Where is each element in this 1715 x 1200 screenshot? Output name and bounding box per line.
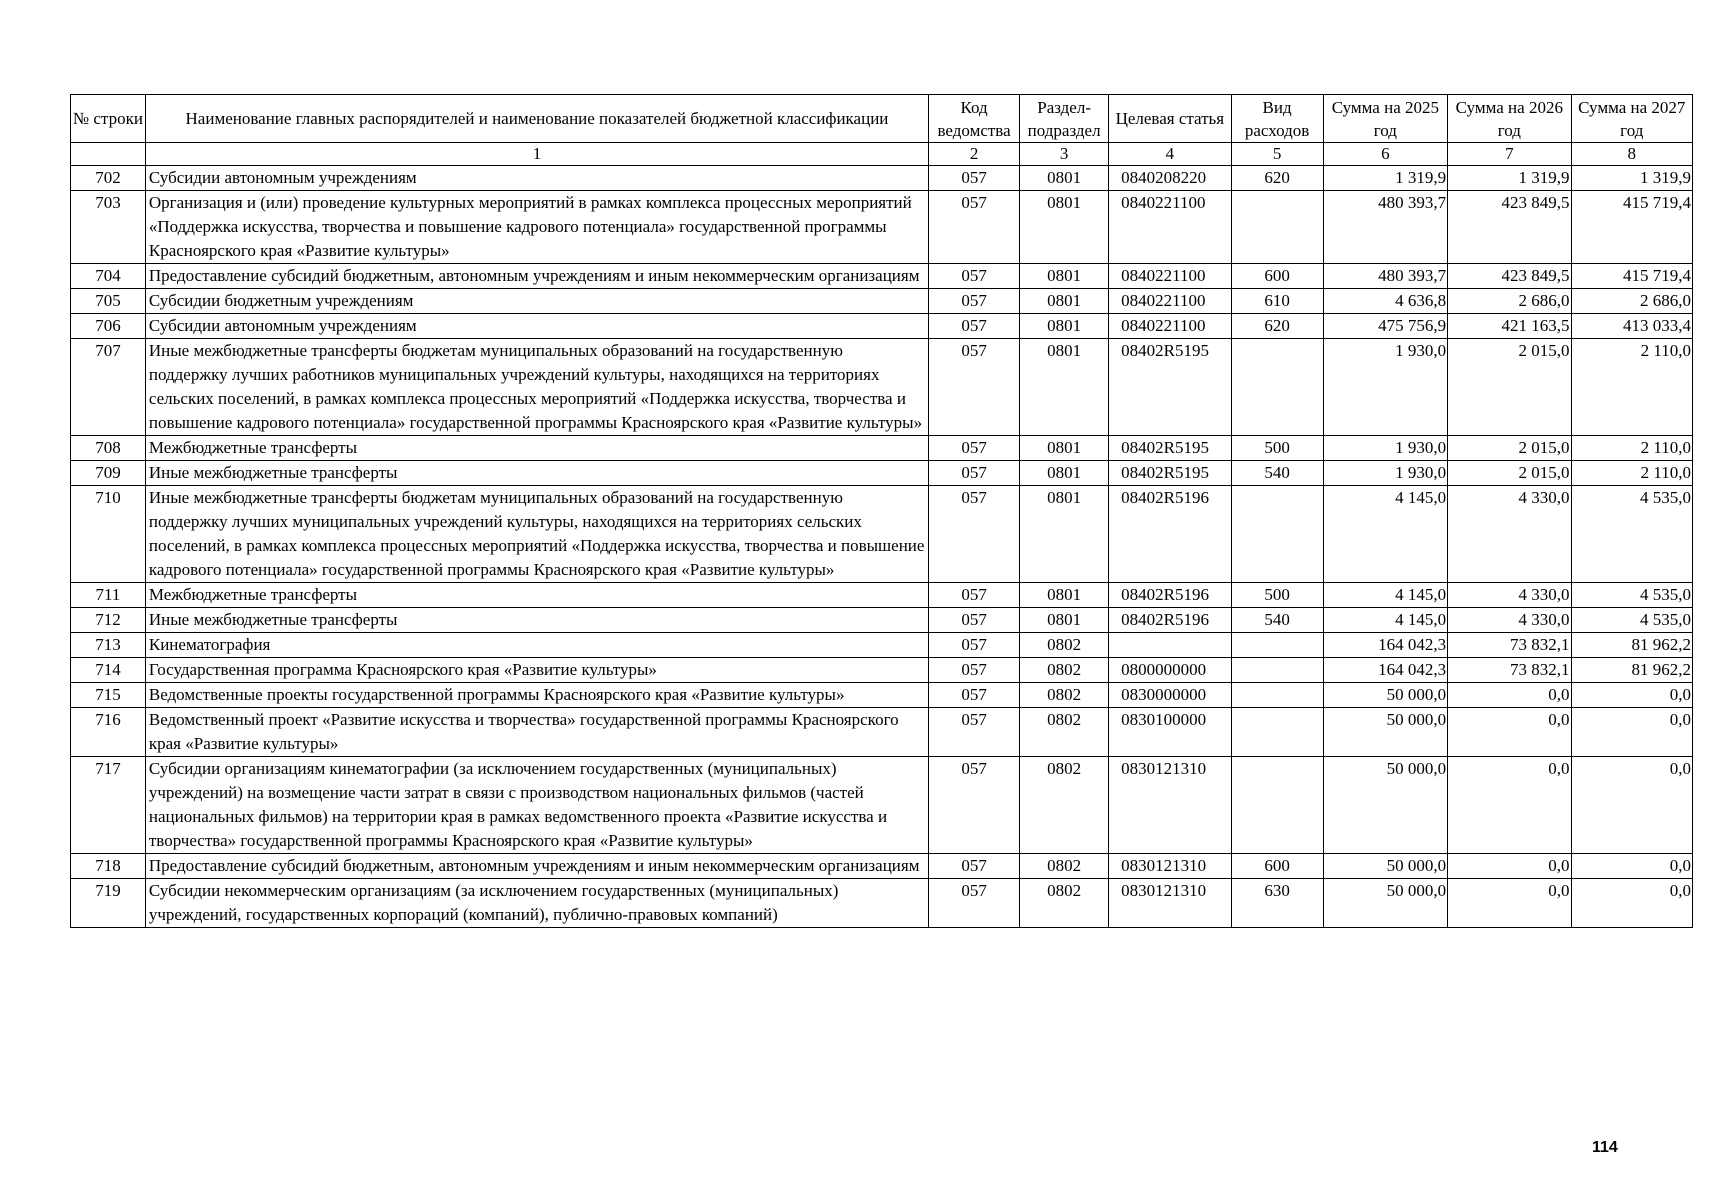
sum-2026-cell: 73 832,1	[1448, 633, 1571, 658]
target-article-cell: 0830121310	[1109, 879, 1231, 928]
table-header-row	[71, 95, 1693, 143]
name-cell: Межбюджетные трансферты	[145, 436, 928, 461]
target-article-cell: 0840208220	[1109, 166, 1231, 191]
sum-2027-cell: 0,0	[1571, 854, 1692, 879]
table-row	[71, 486, 1693, 583]
table-row	[71, 583, 1693, 608]
name-cell: Иные межбюджетные трансферты	[145, 461, 928, 486]
row-number-cell: 708	[71, 436, 146, 461]
department-code-cell: 057	[929, 583, 1020, 608]
sum-2027-cell: 415 719,4	[1571, 191, 1692, 264]
name-cell: Субсидии бюджетным учреждениям	[145, 289, 928, 314]
sum-2027-cell: 4 535,0	[1571, 486, 1692, 583]
column-number: 5	[1231, 143, 1323, 166]
sum-2027-cell: 81 962,2	[1571, 633, 1692, 658]
sum-2026-cell: 421 163,5	[1448, 314, 1571, 339]
name-cell: Межбюджетные трансферты	[145, 583, 928, 608]
sum-2027-cell: 0,0	[1571, 683, 1692, 708]
table-row	[71, 608, 1693, 633]
row-number-cell: 710	[71, 486, 146, 583]
sum-2025-cell: 4 636,8	[1323, 289, 1447, 314]
department-code-cell: 057	[929, 191, 1020, 264]
target-article-cell: 0840221100	[1109, 191, 1231, 264]
sum-2026-cell: 1 319,9	[1448, 166, 1571, 191]
row-number-cell: 702	[71, 166, 146, 191]
sum-2026-cell: 2 015,0	[1448, 461, 1571, 486]
section-cell: 0801	[1020, 264, 1109, 289]
department-code-cell: 057	[929, 486, 1020, 583]
section-cell: 0801	[1020, 486, 1109, 583]
sum-2027-cell: 415 719,4	[1571, 264, 1692, 289]
row-number-cell: 718	[71, 854, 146, 879]
expense-type-cell	[1231, 658, 1323, 683]
expense-type-cell	[1231, 683, 1323, 708]
section-cell: 0802	[1020, 633, 1109, 658]
department-code-cell: 057	[929, 658, 1020, 683]
sum-2026-cell: 2 686,0	[1448, 289, 1571, 314]
name-cell: Иные межбюджетные трансферты бюджетам муниципальных образований на государственную поддержку лучших работников муниципальных учреждений культуры, находящихся на территориях сельских поселений, в рамках комплекса процессных мероприятий «Поддержка искусства, творчества и повышение кадрового потенциала» государственной программы Красноярского края «Развитие культуры»	[145, 339, 928, 436]
department-code-cell: 057	[929, 264, 1020, 289]
sum-2027-cell: 1 319,9	[1571, 166, 1692, 191]
sum-2025-cell: 164 042,3	[1323, 633, 1447, 658]
sum-2026-cell: 4 330,0	[1448, 486, 1571, 583]
expense-type-cell	[1231, 339, 1323, 436]
sum-2026-cell: 2 015,0	[1448, 339, 1571, 436]
department-code-cell: 057	[929, 289, 1020, 314]
sum-2025-cell: 50 000,0	[1323, 708, 1447, 757]
header-sum-2027: Сумма на 2027 год	[1571, 95, 1692, 143]
table-row	[71, 757, 1693, 854]
section-cell: 0802	[1020, 879, 1109, 928]
sum-2026-cell: 423 849,5	[1448, 191, 1571, 264]
sum-2027-cell: 0,0	[1571, 708, 1692, 757]
department-code-cell: 057	[929, 166, 1020, 191]
row-number-cell: 717	[71, 757, 146, 854]
expense-type-cell	[1231, 191, 1323, 264]
row-number-cell: 715	[71, 683, 146, 708]
row-number-cell: 703	[71, 191, 146, 264]
sum-2025-cell: 4 145,0	[1323, 608, 1447, 633]
department-code-cell: 057	[929, 683, 1020, 708]
sum-2027-cell: 0,0	[1571, 757, 1692, 854]
row-number-cell: 719	[71, 879, 146, 928]
table-row	[71, 314, 1693, 339]
section-cell: 0801	[1020, 289, 1109, 314]
target-article-cell	[1109, 633, 1231, 658]
name-cell: Организация и (или) проведение культурных мероприятий в рамках комплекса процессных мероприятий «Поддержка искусства, творчества и повышение кадрового потенциала» государственной программы Красноярского края «Развитие культуры»	[145, 191, 928, 264]
section-cell: 0802	[1020, 854, 1109, 879]
name-cell: Иные межбюджетные трансферты бюджетам муниципальных образований на государственную поддержку лучших муниципальных учреждений культуры, находящихся на территориях сельских поселений, в рамках комплекса процессных мероприятий «Поддержка искусства, творчества и повышение кадрового потенциала» государственной программы Красноярского края «Развитие культуры»	[145, 486, 928, 583]
sum-2027-cell: 81 962,2	[1571, 658, 1692, 683]
expense-type-cell	[1231, 708, 1323, 757]
sum-2026-cell: 0,0	[1448, 854, 1571, 879]
department-code-cell: 057	[929, 854, 1020, 879]
target-article-cell: 08402R5195	[1109, 461, 1231, 486]
table-row	[71, 683, 1693, 708]
section-cell: 0802	[1020, 708, 1109, 757]
name-cell: Ведомственный проект «Развитие искусства и творчества» государственной программы Красноярского края «Развитие культуры»	[145, 708, 928, 757]
sum-2025-cell: 4 145,0	[1323, 583, 1447, 608]
header-sum-2025: Сумма на 2025 год	[1323, 95, 1447, 143]
header-name: Наименование главных распорядителей и наименование показателей бюджетной классификации	[145, 95, 928, 143]
sum-2025-cell: 50 000,0	[1323, 757, 1447, 854]
sum-2026-cell: 0,0	[1448, 879, 1571, 928]
row-number-cell: 709	[71, 461, 146, 486]
name-cell: Государственная программа Красноярского края «Развитие культуры»	[145, 658, 928, 683]
table-row	[71, 854, 1693, 879]
table-body	[71, 166, 1693, 928]
target-article-cell: 0830100000	[1109, 708, 1231, 757]
section-cell: 0801	[1020, 583, 1109, 608]
budget-table	[70, 94, 1693, 928]
target-article-cell: 08402R5196	[1109, 583, 1231, 608]
sum-2027-cell: 2 110,0	[1571, 339, 1692, 436]
section-cell: 0801	[1020, 314, 1109, 339]
row-number-cell: 711	[71, 583, 146, 608]
sum-2026-cell: 0,0	[1448, 757, 1571, 854]
expense-type-cell: 540	[1231, 608, 1323, 633]
sum-2025-cell: 1 319,9	[1323, 166, 1447, 191]
section-cell: 0802	[1020, 683, 1109, 708]
name-cell: Субсидии автономным учреждениям	[145, 314, 928, 339]
department-code-cell: 057	[929, 708, 1020, 757]
header-expense-type: Вид расходов	[1231, 95, 1323, 143]
sum-2025-cell: 4 145,0	[1323, 486, 1447, 583]
column-number: 4	[1109, 143, 1231, 166]
target-article-cell: 08402R5195	[1109, 436, 1231, 461]
sum-2026-cell: 0,0	[1448, 708, 1571, 757]
table-row	[71, 289, 1693, 314]
section-cell: 0802	[1020, 757, 1109, 854]
name-cell: Предоставление субсидий бюджетным, автономным учреждениям и иным некоммерческим организациям	[145, 854, 928, 879]
sum-2027-cell: 4 535,0	[1571, 583, 1692, 608]
header-row-number: № строки	[71, 95, 146, 143]
sum-2027-cell: 0,0	[1571, 879, 1692, 928]
sum-2027-cell: 4 535,0	[1571, 608, 1692, 633]
sum-2025-cell: 50 000,0	[1323, 879, 1447, 928]
row-number-cell: 706	[71, 314, 146, 339]
sum-2025-cell: 475 756,9	[1323, 314, 1447, 339]
name-cell: Предоставление субсидий бюджетным, автономным учреждениям и иным некоммерческим организациям	[145, 264, 928, 289]
sum-2026-cell: 4 330,0	[1448, 608, 1571, 633]
row-number-cell: 707	[71, 339, 146, 436]
header-target-article: Целевая статья	[1109, 95, 1231, 143]
column-number-row	[71, 143, 1693, 166]
section-cell: 0801	[1020, 339, 1109, 436]
target-article-cell: 0840221100	[1109, 264, 1231, 289]
table-row	[71, 633, 1693, 658]
expense-type-cell: 540	[1231, 461, 1323, 486]
target-article-cell: 0830121310	[1109, 854, 1231, 879]
row-number-cell: 704	[71, 264, 146, 289]
expense-type-cell: 600	[1231, 854, 1323, 879]
section-cell: 0801	[1020, 166, 1109, 191]
expense-type-cell: 500	[1231, 583, 1323, 608]
table-row	[71, 461, 1693, 486]
sum-2025-cell: 1 930,0	[1323, 436, 1447, 461]
section-cell: 0801	[1020, 436, 1109, 461]
table-row	[71, 658, 1693, 683]
sum-2026-cell: 4 330,0	[1448, 583, 1571, 608]
sum-2026-cell: 2 015,0	[1448, 436, 1571, 461]
target-article-cell: 08402R5195	[1109, 339, 1231, 436]
expense-type-cell: 620	[1231, 166, 1323, 191]
column-number: 8	[1571, 143, 1692, 166]
expense-type-cell	[1231, 757, 1323, 854]
sum-2027-cell: 2 686,0	[1571, 289, 1692, 314]
column-number: 2	[929, 143, 1020, 166]
column-number: 7	[1448, 143, 1571, 166]
name-cell: Ведомственные проекты государственной программы Красноярского края «Развитие культуры»	[145, 683, 928, 708]
sum-2025-cell: 164 042,3	[1323, 658, 1447, 683]
sum-2027-cell: 2 110,0	[1571, 436, 1692, 461]
department-code-cell: 057	[929, 633, 1020, 658]
table-row	[71, 339, 1693, 436]
section-cell: 0801	[1020, 191, 1109, 264]
target-article-cell: 0830000000	[1109, 683, 1231, 708]
header-section: Раздел-подраздел	[1020, 95, 1109, 143]
sum-2025-cell: 1 930,0	[1323, 461, 1447, 486]
sum-2026-cell: 423 849,5	[1448, 264, 1571, 289]
column-number	[71, 143, 146, 166]
sum-2025-cell: 480 393,7	[1323, 191, 1447, 264]
name-cell: Субсидии автономным учреждениям	[145, 166, 928, 191]
department-code-cell: 057	[929, 608, 1020, 633]
expense-type-cell: 500	[1231, 436, 1323, 461]
header-department-code: Код ведомства	[929, 95, 1020, 143]
target-article-cell: 0840221100	[1109, 314, 1231, 339]
sum-2025-cell: 50 000,0	[1323, 683, 1447, 708]
row-number-cell: 705	[71, 289, 146, 314]
department-code-cell: 057	[929, 757, 1020, 854]
department-code-cell: 057	[929, 314, 1020, 339]
row-number-cell: 712	[71, 608, 146, 633]
row-number-cell: 714	[71, 658, 146, 683]
section-cell: 0801	[1020, 461, 1109, 486]
department-code-cell: 057	[929, 461, 1020, 486]
name-cell: Субсидии некоммерческим организациям (за исключением государственных (муниципальных) учреждений, государственных корпораций (компаний), публично-правовых компаний)	[145, 879, 928, 928]
header-sum-2026: Сумма на 2026 год	[1448, 95, 1571, 143]
department-code-cell: 057	[929, 436, 1020, 461]
table-row	[71, 708, 1693, 757]
sum-2025-cell: 50 000,0	[1323, 854, 1447, 879]
row-number-cell: 713	[71, 633, 146, 658]
name-cell: Кинематография	[145, 633, 928, 658]
sum-2026-cell: 73 832,1	[1448, 658, 1571, 683]
table-row	[71, 436, 1693, 461]
section-cell: 0801	[1020, 608, 1109, 633]
expense-type-cell: 620	[1231, 314, 1323, 339]
column-number: 3	[1020, 143, 1109, 166]
name-cell: Иные межбюджетные трансферты	[145, 608, 928, 633]
table-row	[71, 191, 1693, 264]
expense-type-cell: 610	[1231, 289, 1323, 314]
expense-type-cell: 600	[1231, 264, 1323, 289]
column-number: 1	[145, 143, 928, 166]
row-number-cell: 716	[71, 708, 146, 757]
table-row	[71, 166, 1693, 191]
table-row	[71, 264, 1693, 289]
section-cell: 0802	[1020, 658, 1109, 683]
sum-2026-cell: 0,0	[1448, 683, 1571, 708]
target-article-cell: 0830121310	[1109, 757, 1231, 854]
target-article-cell: 0840221100	[1109, 289, 1231, 314]
sum-2025-cell: 480 393,7	[1323, 264, 1447, 289]
target-article-cell: 08402R5196	[1109, 608, 1231, 633]
target-article-cell: 0800000000	[1109, 658, 1231, 683]
sum-2027-cell: 2 110,0	[1571, 461, 1692, 486]
expense-type-cell: 630	[1231, 879, 1323, 928]
expense-type-cell	[1231, 633, 1323, 658]
target-article-cell: 08402R5196	[1109, 486, 1231, 583]
page-number: 114	[1592, 1139, 1618, 1156]
department-code-cell: 057	[929, 879, 1020, 928]
expense-type-cell	[1231, 486, 1323, 583]
sum-2027-cell: 413 033,4	[1571, 314, 1692, 339]
department-code-cell: 057	[929, 339, 1020, 436]
sum-2025-cell: 1 930,0	[1323, 339, 1447, 436]
name-cell: Субсидии организациям кинематографии (за исключением государственных (муниципальных) учреждений) на возмещение части затрат в связи с производством национальных фильмов (частей национальных фильмов) на территории края в рамках ведомственного проекта «Развитие искусства и творчества» государственной программы Красноярского края «Развитие культуры»	[145, 757, 928, 854]
column-number: 6	[1323, 143, 1447, 166]
table-row	[71, 879, 1693, 928]
